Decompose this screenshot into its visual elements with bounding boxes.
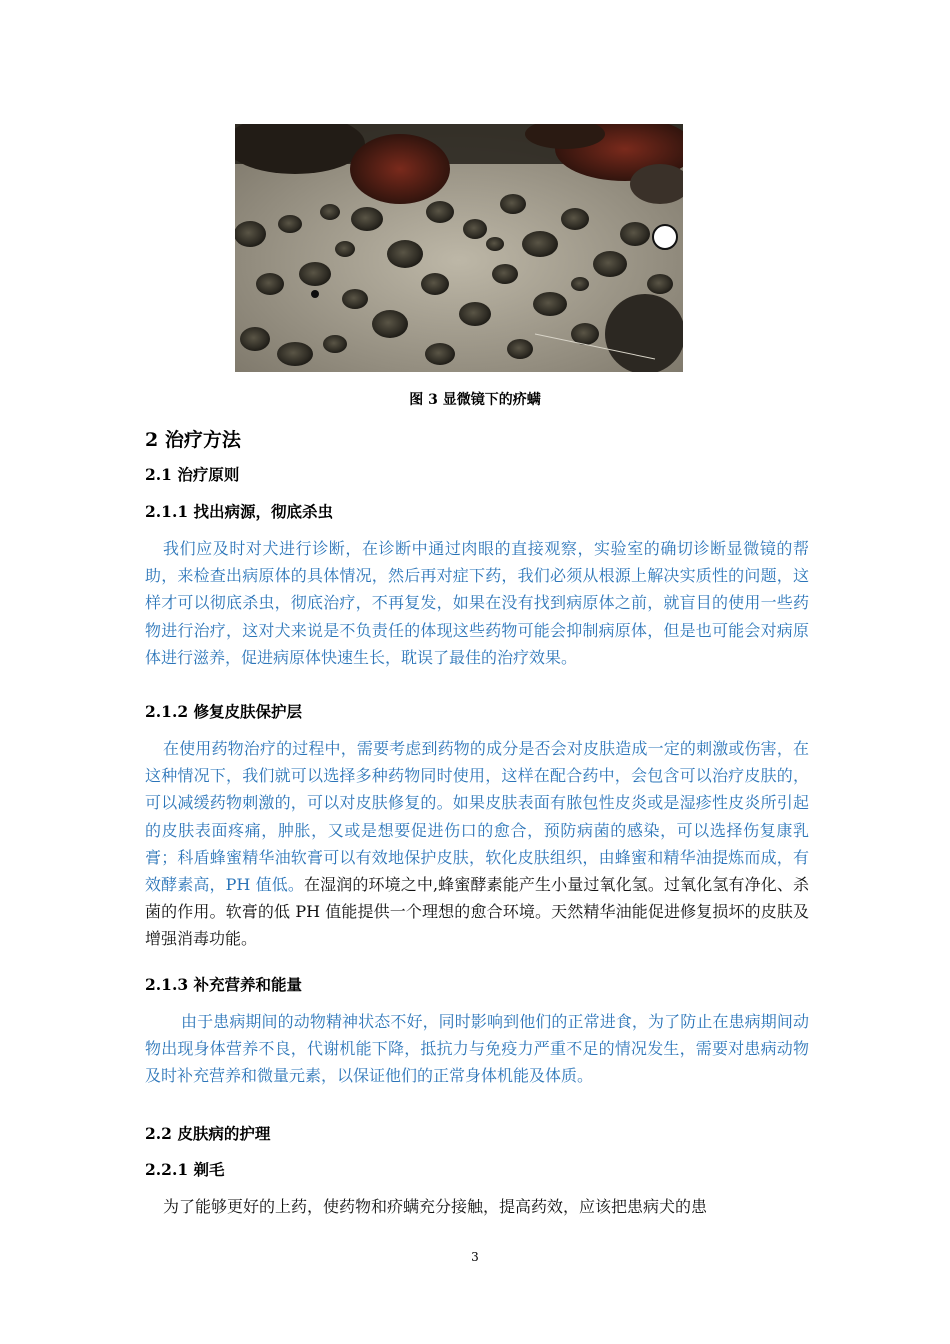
section-heading-2-2-1: 2.2.1 剃毛 — [145, 1160, 225, 1179]
microscope-image — [235, 124, 683, 372]
paragraph-repair-skin-blue: 在使用药物治疗的过程中，需要考虑到药物的成分是否会对皮肤造成一定的刺激或伤害，在这种情况下，我们就可以选择多种药物同时使用，这样在配合药中，会包含可以治疗皮肤的，可以减缓药物刺激的，可以对皮肤修复的。如果皮肤表面有脓包性皮炎或是湿疹性皮炎所引起的皮肤表面疼痛，肿胀，又或是想要促进伤口的愈合，预防病菌的感染，可以选择伤复康乳膏；科盾蜂蜜精华油软膏可以有效地保护皮肤，软化皮肤组织，由蜂蜜和精华油提炼而成，有效酵素高，PH 值低。 — [145, 739, 809, 895]
paragraph-shaving: 为了能够更好的上药，使药物和疥螨充分接触，提高药效，应该把患病犬的患 — [163, 1197, 708, 1216]
paragraph-find-source: 我们应及时对犬进行诊断，在诊断中通过肉眼的直接观察，实验室的确切诊断显微镜的帮助，来检查出病原体的具体情况，然后再对症下药，我们必须从根源上解决实质性的问题，这样才可以彻底杀虫，彻底治疗，不再复发，如果在没有找到病原体之前，就盲目的使用一些药物进行治疗，这对犬来说是不负责任的体现这些药物可能会抑制病原体，但是也可能会对病原体进行滋养，促进病原体快速生长，耽误了最佳的治疗效果。 — [145, 539, 809, 667]
paragraph-repair-skin-black: 在湿润的环境之中,蜂蜜酵素能产生小量过氧化氢。过氧化氢有净化、杀菌的作用。软膏的低 PH 值能提供一个理想的愈合环境。天然精华油能促进修复损坏的皮肤及增强消毒功能。 — [145, 875, 809, 949]
section-heading-2-1-1: 2.1.1 找出病源，彻底杀虫 — [145, 502, 334, 521]
paragraph-repair-skin — [145, 735, 809, 953]
paragraph-nutrition: 由于患病期间的动物精神状态不好，同时影响到他们的正常进食，为了防止在患病期间动物出现身体营养不良，代谢机能下降，抵抗力与免疫力严重不足的情况发生，需要对患病动物及时补充营养和微量元素，以保证他们的正常身体机能及体质。 — [145, 1012, 809, 1086]
section-heading-2-1: 2.1 治疗原则 — [145, 465, 240, 484]
mites-photo — [235, 124, 683, 372]
section-heading-2: 2 治疗方法 — [145, 429, 241, 451]
section-heading-2-2: 2.2 皮肤病的护理 — [145, 1124, 271, 1143]
section-heading-2-1-3: 2.1.3 补充营养和能量 — [145, 975, 303, 994]
section-heading-2-1-2: 2.1.2 修复皮肤保护层 — [145, 702, 303, 721]
page-number: 3 — [471, 1250, 479, 1264]
figure-caption: 图 3 显微镜下的疥螨 — [409, 392, 541, 408]
